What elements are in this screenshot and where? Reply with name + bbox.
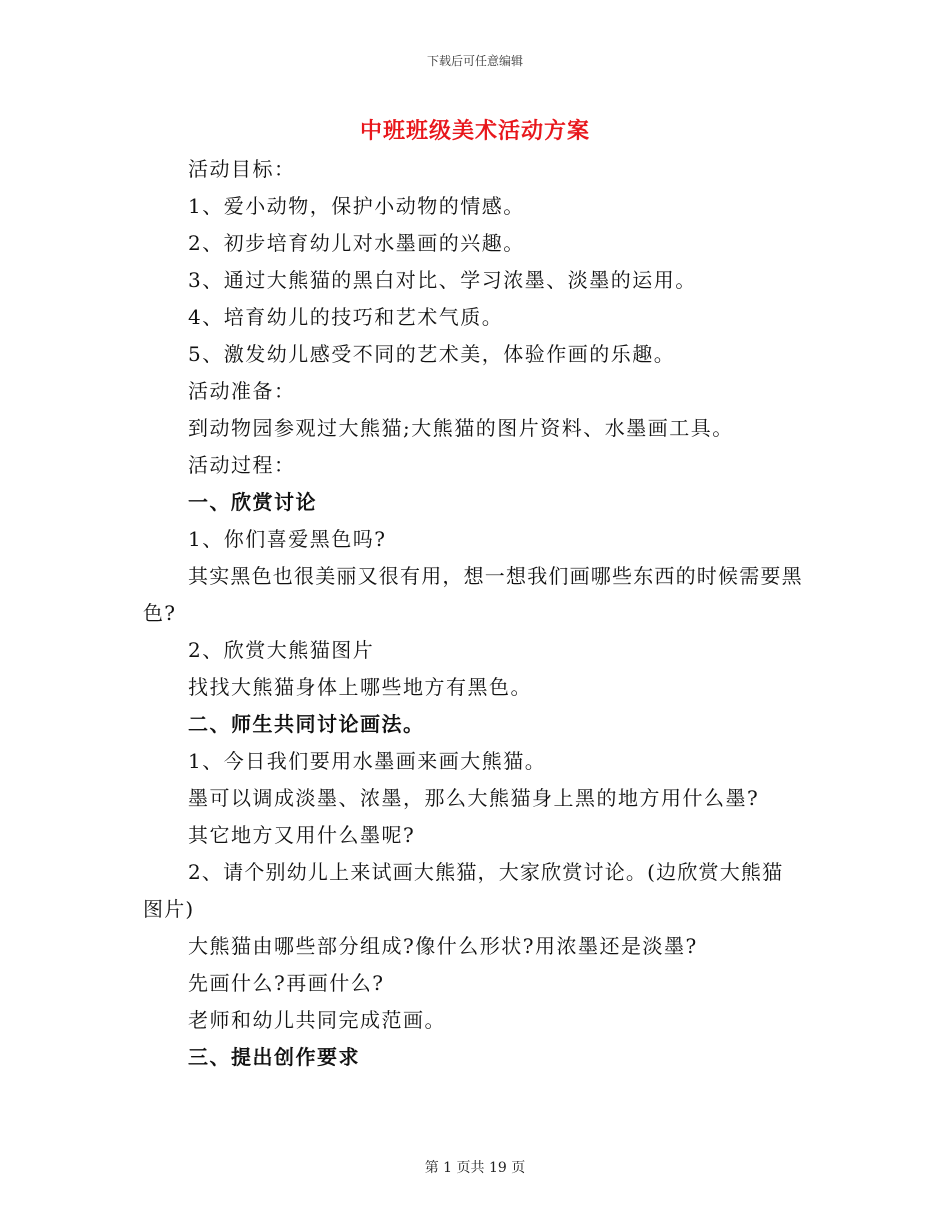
- document-title: 中班班级美术活动方案: [359, 118, 590, 144]
- paragraph: 大熊猫由哪些部分组成?像什么形状?用浓墨还是淡墨?: [188, 934, 698, 958]
- paragraph: 1、你们喜爱黑色吗?: [188, 527, 387, 551]
- page-footer: 第 1 页共 19 页: [424, 1160, 526, 1176]
- paragraph: 1、今日我们要用水墨画来画大熊猫。: [188, 749, 547, 773]
- header-note: 下载后可任意编辑: [426, 54, 523, 68]
- section-label-preparation: 活动准备：: [188, 379, 296, 403]
- paragraph: 2、欣赏大熊猫图片: [188, 638, 375, 662]
- heading-appreciation-discussion: 一、欣赏讨论: [188, 490, 317, 514]
- paragraph: 2、请个别幼儿上来试画大熊猫，大家欣赏讨论。(边欣赏大熊猫图片): [143, 860, 784, 921]
- paragraph: 先画什么?再画什么?: [188, 971, 385, 995]
- paragraph: 墨可以调成淡墨、浓墨，那么大熊猫身上黑的地方用什么墨?: [188, 786, 760, 810]
- section-label-process: 活动过程：: [188, 453, 296, 477]
- paragraph: 老师和幼儿共同完成范画。: [188, 1008, 446, 1032]
- paragraph: 其实黑色也很美丽又很有用，想一想我们画哪些东西的时候需要黑色?: [143, 564, 803, 625]
- section-label-goals: 活动目标：: [188, 157, 296, 181]
- paragraph: 找找大熊猫身体上哪些地方有黑色。: [188, 675, 532, 699]
- goal-item-4: 4、培育幼儿的技巧和艺术气质。: [188, 305, 504, 329]
- goal-item-1: 1、爱小动物，保护小动物的情感。: [188, 194, 525, 218]
- goal-item-5: 5、激发幼儿感受不同的艺术美，体验作画的乐趣。: [188, 342, 676, 366]
- heading-creation-requirements: 三、提出创作要求: [188, 1045, 360, 1069]
- paragraph: 其它地方又用什么墨呢?: [188, 823, 416, 847]
- heading-drawing-method: 二、师生共同讨论画法。: [188, 712, 425, 736]
- document-body: [143, 151, 803, 1076]
- goal-item-2: 2、初步培育幼儿对水墨画的兴趣。: [188, 231, 525, 255]
- preparation-text: 到动物园参观过大熊猫;大熊猫的图片资料、水墨画工具。: [188, 416, 734, 440]
- goal-item-3: 3、通过大熊猫的黑白对比、学习浓墨、淡墨的运用。: [188, 268, 697, 292]
